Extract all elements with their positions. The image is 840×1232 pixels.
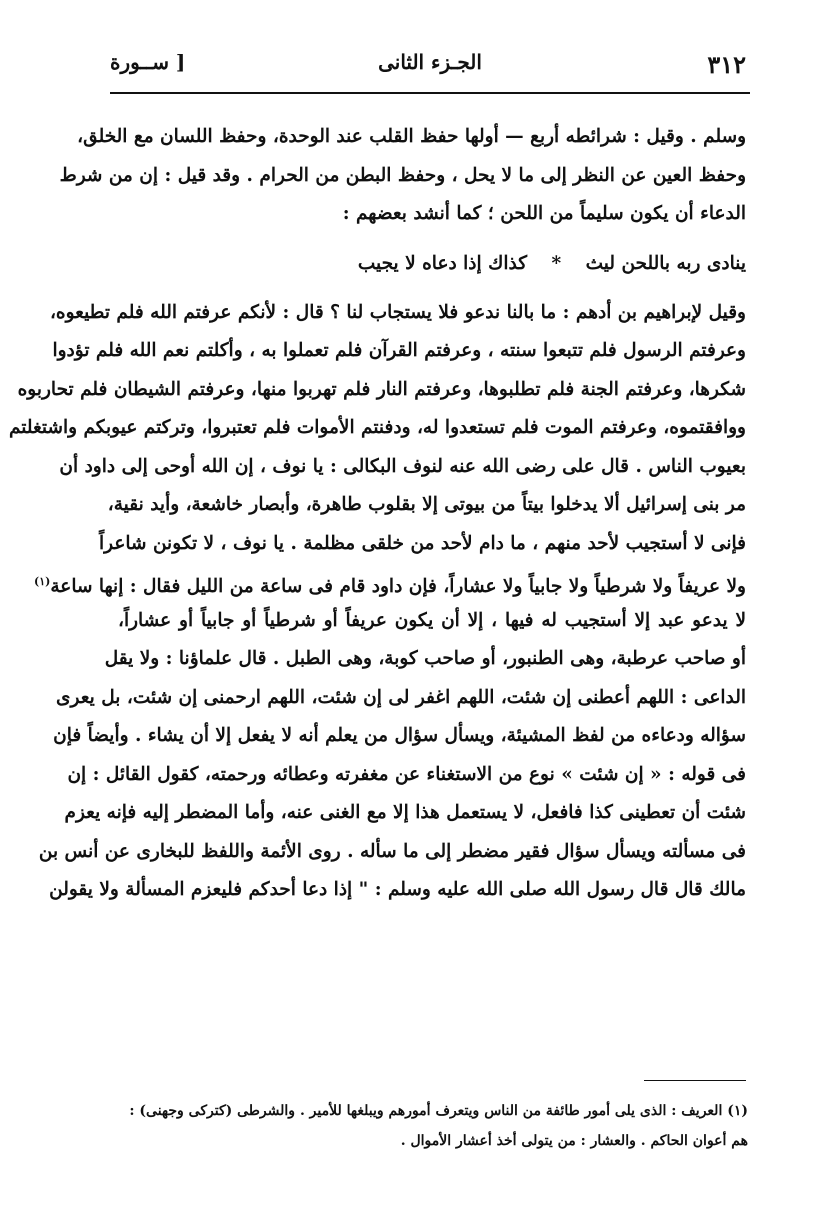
text-line: الداعى : اللهم أعطنى إن شئت، اللهم اغفر لى إن شئت، اللهم ارحمنى إن شئت، بل يعرى	[56, 686, 746, 708]
footnote-marker: (١)	[34, 575, 51, 588]
footnote-line: (١) العريف : الذى يلى أمور طائفة من الناس ويتعرف أمورهم ويبلغها للأمير . والشرطى (كتركى وجهنى) :	[129, 1103, 748, 1119]
page-number: ٣١٢	[707, 50, 746, 79]
text-line: مر بنى إسرائيل ألا يدخلوا بيتاً من بيوتى إلا بقلوب طاهرة، وأبصار خاشعة، وأيد نقية،	[107, 494, 746, 515]
sura-label: [ ســورة	[110, 50, 186, 74]
footnote-line: هم أعوان الحاكم . والعشار : من يتولى أخذ أعشار الأموال .	[400, 1133, 748, 1149]
text-line: شئت أن تعطينى كذا فافعل، لا يستعمل هذا إلا مع الغنى عنه، وأما المضطر إليه فإنه يعزم	[64, 802, 746, 823]
text-line: أو صاحب عرطبة، وهى الطنبور، أو صاحب كوبة، وهى الطبل . قال علماؤنا : ولا يقل	[104, 648, 746, 669]
text-line: الدعاء أن يكون سليماً من اللحن ؛ كما أنشد بعضهم :	[342, 203, 746, 224]
verse-second-hemistich: كذاك إذا دعاه لا يجيب	[357, 252, 528, 274]
text-line: فى قوله : « إن شئت » نوع من الاستغناء عن مغفرته وعطائه ورحمته، كقول القائل : إن	[67, 763, 746, 785]
main-text	[8, 118, 746, 910]
text-line: فإنى لا أستجيب لأحد منهم ، ما دام لأحد من خلقى مظلمة . يا نوف ، لا تكونن شاعراً	[99, 532, 746, 554]
text-line: فى مسألته ويسأل سؤال فقير مضطر إلى ما سأله . روى الأئمة واللفظ للبخارى عن أنس بن	[38, 840, 746, 862]
text-line: وسلم . وقيل : شرائطه أربع — أولها حفظ القلب عند الوحدة، وحفظ اللسان مع الخلق،	[77, 126, 746, 147]
text-line: شكرها، وعرفتم الجنة فلم تطلبوها، وعرفتم النار فلم تهربوا منها، وعرفتم الشيطان فلم تحاربوه	[17, 378, 746, 400]
footnote	[108, 1096, 748, 1156]
text-line-content: ولا عريفاً ولا شرطياً ولا جابياً ولا عشاراً، فإن داود قام فى ساعة من الليل فقال : إنها ساعة	[50, 576, 746, 598]
text-line: سؤاله ودعاءه من لفظ المشيئة، ويسأل سؤال من يعلم أنه لا يفعل إلا أن يشاء . وأيضاً فإن	[53, 725, 746, 746]
text-line: ووافقتموه، وعرفتم الموت فلم تستعدوا له، ودفنتم الأموات فلم تعتبروا، وتركتم عيوبكم واشتغلتم	[8, 417, 746, 438]
verse-first-hemistich: ينادى ربه باللحن ليث	[585, 252, 746, 274]
text-line: وقيل لإبراهيم بن أدهم : ما بالنا ندعو فلا يستجاب لنا ؟ قال : لأنكم عرفتم الله فلم تطيعوه،	[49, 301, 746, 323]
text-line	[34, 563, 746, 602]
page-header	[110, 44, 750, 94]
verse-separator: *	[551, 252, 562, 274]
text-line: وعرفتم الرسول فلم تتبعوا سنته ، وعرفتم القرآن فلم تعملوا به ، وأكلتم نعم الله فلم تؤدوا	[52, 340, 746, 361]
text-line: وحفظ العين عن النظر إلى ما لا يحل ، وحفظ البطن من الحرام . وقد قيل : إن من شرط	[59, 164, 746, 186]
running-title: الجـزء الثانى	[378, 50, 482, 74]
text-line: لا يدعو عبد إلا أستجيب له فيها ، إلا أن يكون عريفاً أو شرطياً أو جابياً أو عشاراً،	[118, 609, 746, 631]
text-line: مالك قال قال رسول الله صلى الله عليه وسلم : " إذا دعا أحدكم فليعزم المسألة ولا يقولن	[49, 879, 746, 900]
poetry-verse	[118, 234, 746, 294]
text-line: بعيوب الناس . قال على رضى الله عنه لنوف البكالى : يا نوف ، إن الله أوحى إلى داود أن	[59, 455, 746, 477]
footnote-divider	[644, 1080, 746, 1081]
